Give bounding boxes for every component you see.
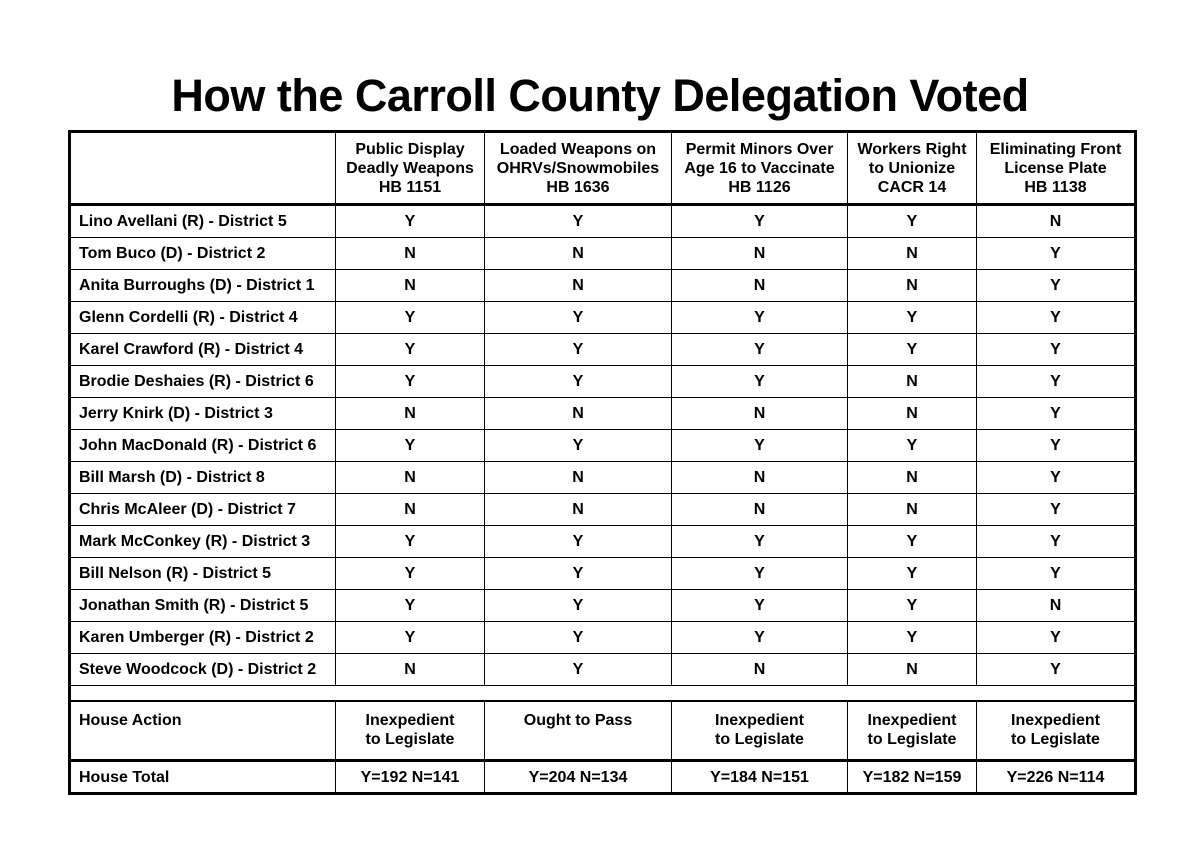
vote-cell: Y (485, 430, 672, 462)
vote-cell: Y (977, 398, 1136, 430)
member-row (70, 430, 1136, 462)
house-action-label: House Action (70, 701, 336, 761)
house-action-value: Inexpedient to Legislate (336, 701, 485, 761)
house-action-value: Inexpedient to Legislate (672, 701, 848, 761)
house-total-value: Y=192 N=141 (336, 761, 485, 794)
vote-cell: N (672, 462, 848, 494)
vote-cell: Y (848, 334, 977, 366)
column-header: Permit Minors Over Age 16 to Vaccinate HB 1126 (672, 132, 848, 205)
vote-cell: Y (672, 334, 848, 366)
vote-cell: N (848, 398, 977, 430)
vote-cell: Y (977, 622, 1136, 654)
house-action-value: Inexpedient to Legislate (977, 701, 1136, 761)
vote-cell: Y (485, 205, 672, 238)
vote-cell: N (977, 205, 1136, 238)
vote-cell: N (336, 462, 485, 494)
member-name: Karen Umberger (R) - District 2 (70, 622, 336, 654)
member-name: Jonathan Smith (R) - District 5 (70, 590, 336, 622)
member-row (70, 526, 1136, 558)
vote-cell: Y (336, 558, 485, 590)
member-name: Steve Woodcock (D) - District 2 (70, 654, 336, 686)
member-row (70, 654, 1136, 686)
member-rows (70, 205, 1136, 686)
vote-cell: N (848, 654, 977, 686)
vote-cell: N (672, 238, 848, 270)
vote-cell: Y (336, 430, 485, 462)
vote-cell: N (848, 238, 977, 270)
member-name: Karel Crawford (R) - District 4 (70, 334, 336, 366)
vote-cell: Y (848, 526, 977, 558)
member-name: Brodie Deshaies (R) - District 6 (70, 366, 336, 398)
vote-cell: Y (977, 494, 1136, 526)
vote-cell: Y (485, 622, 672, 654)
vote-cell: N (336, 494, 485, 526)
member-name: John MacDonald (R) - District 6 (70, 430, 336, 462)
vote-cell: Y (672, 205, 848, 238)
vote-cell: Y (336, 205, 485, 238)
vote-cell: N (485, 238, 672, 270)
vote-cell: Y (977, 462, 1136, 494)
vote-cell: Y (848, 558, 977, 590)
vote-cell: N (672, 654, 848, 686)
vote-cell: N (336, 238, 485, 270)
member-name: Mark McConkey (R) - District 3 (70, 526, 336, 558)
vote-cell: Y (848, 622, 977, 654)
house-total-value: Y=204 N=134 (485, 761, 672, 794)
vote-cell: N (485, 270, 672, 302)
vote-cell: N (672, 270, 848, 302)
member-name: Glenn Cordelli (R) - District 4 (70, 302, 336, 334)
member-row (70, 590, 1136, 622)
header-row (70, 132, 1136, 205)
vote-cell: Y (848, 302, 977, 334)
vote-cell: Y (485, 558, 672, 590)
vote-cell: N (336, 654, 485, 686)
vote-table (68, 130, 1137, 795)
house-total-value: Y=184 N=151 (672, 761, 848, 794)
member-name: Bill Nelson (R) - District 5 (70, 558, 336, 590)
member-name: Bill Marsh (D) - District 8 (70, 462, 336, 494)
vote-cell: Y (336, 526, 485, 558)
vote-cell: Y (336, 302, 485, 334)
member-row (70, 622, 1136, 654)
page-title: How the Carroll County Delegation Voted (171, 70, 1029, 121)
vote-cell: N (848, 270, 977, 302)
member-row (70, 238, 1136, 270)
vote-cell: N (336, 270, 485, 302)
vote-cell: Y (672, 526, 848, 558)
vote-cell: Y (977, 654, 1136, 686)
vote-cell: Y (485, 526, 672, 558)
vote-cell: Y (672, 622, 848, 654)
vote-cell: N (485, 494, 672, 526)
vote-cell: Y (672, 302, 848, 334)
member-name: Lino Avellani (R) - District 5 (70, 205, 336, 238)
member-name: Anita Burroughs (D) - District 1 (70, 270, 336, 302)
vote-cell: N (485, 462, 672, 494)
vote-cell: Y (336, 622, 485, 654)
column-header: Eliminating Front License Plate HB 1138 (977, 132, 1136, 205)
vote-cell: Y (672, 590, 848, 622)
vote-cell: N (485, 398, 672, 430)
house-total-label: House Total (70, 761, 336, 794)
vote-cell: Y (485, 654, 672, 686)
spacer-row (70, 686, 1136, 702)
column-header: Public Display Deadly Weapons HB 1151 (336, 132, 485, 205)
vote-cell: N (848, 462, 977, 494)
vote-cell: Y (977, 526, 1136, 558)
house-total-value: Y=226 N=114 (977, 761, 1136, 794)
vote-cell: Y (977, 302, 1136, 334)
house-action-row (70, 701, 1136, 761)
vote-cell: Y (977, 430, 1136, 462)
column-header: Workers Right to Unionize CACR 14 (848, 132, 977, 205)
vote-cell: N (336, 398, 485, 430)
vote-cell: Y (977, 366, 1136, 398)
vote-cell: N (848, 494, 977, 526)
vote-cell: Y (485, 590, 672, 622)
vote-cell: Y (848, 430, 977, 462)
vote-cell: Y (977, 238, 1136, 270)
member-name: Tom Buco (D) - District 2 (70, 238, 336, 270)
house-total-row (70, 761, 1136, 794)
member-name: Jerry Knirk (D) - District 3 (70, 398, 336, 430)
vote-cell: Y (336, 334, 485, 366)
member-row (70, 302, 1136, 334)
vote-cell: Y (672, 366, 848, 398)
vote-cell: Y (848, 590, 977, 622)
vote-cell: Y (977, 270, 1136, 302)
member-row (70, 334, 1136, 366)
vote-cell: Y (336, 366, 485, 398)
member-row (70, 462, 1136, 494)
member-name: Chris McAleer (D) - District 7 (70, 494, 336, 526)
vote-cell: N (672, 494, 848, 526)
member-row (70, 270, 1136, 302)
vote-cell: Y (848, 205, 977, 238)
house-action-value: Inexpedient to Legislate (848, 701, 977, 761)
house-action-value: Ought to Pass (485, 701, 672, 761)
member-row (70, 558, 1136, 590)
vote-cell: Y (977, 558, 1136, 590)
member-row (70, 398, 1136, 430)
vote-cell: Y (672, 558, 848, 590)
column-header: Loaded Weapons on OHRVs/Snowmobiles HB 1636 (485, 132, 672, 205)
vote-cell: Y (485, 302, 672, 334)
vote-cell: Y (336, 590, 485, 622)
vote-cell: N (848, 366, 977, 398)
vote-cell: N (672, 398, 848, 430)
vote-cell: Y (672, 430, 848, 462)
vote-cell: N (977, 590, 1136, 622)
header-blank-cell (70, 132, 336, 205)
member-row (70, 494, 1136, 526)
member-row (70, 366, 1136, 398)
house-total-value: Y=182 N=159 (848, 761, 977, 794)
vote-cell: Y (485, 366, 672, 398)
vote-cell: Y (485, 334, 672, 366)
vote-cell: Y (977, 334, 1136, 366)
member-row (70, 205, 1136, 238)
